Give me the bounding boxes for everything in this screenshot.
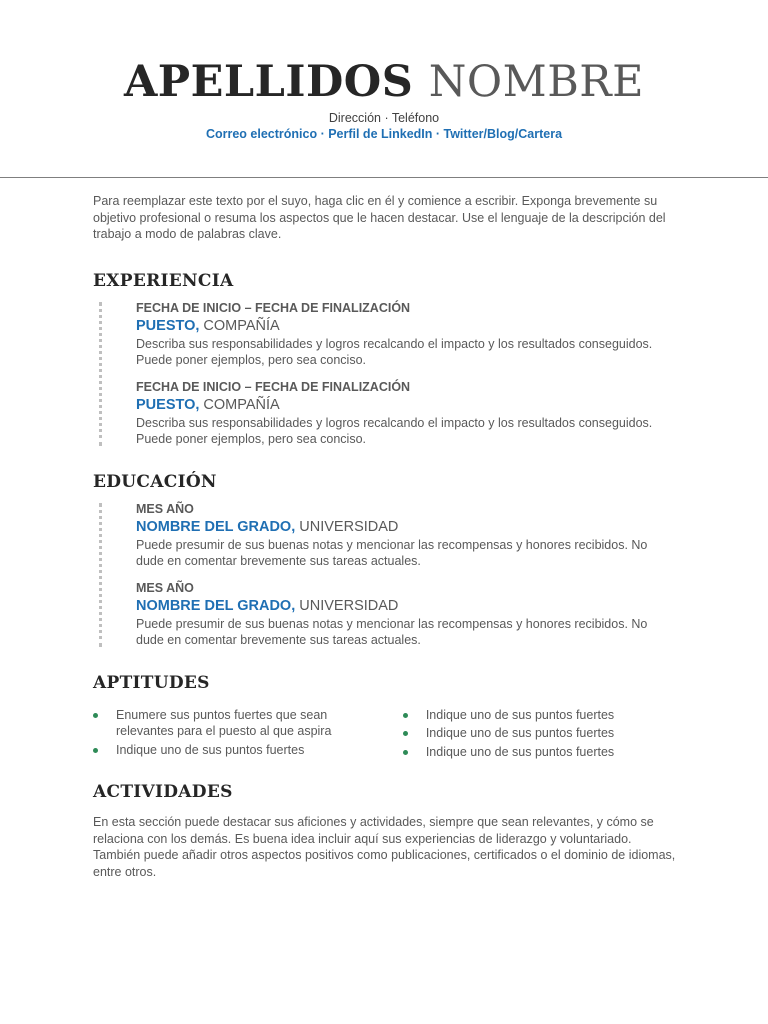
skill-item: Enumere sus puntos fuertes que sean relevantes para el puesto al que aspira: [93, 707, 388, 740]
objective-text: Para reemplazar este texto por el suyo, haga clic en él y comience a escribir. Exponga brevemente su objetivo profesional o resuma los aspectos que le hacen destacar. Use el lenguaje de la descripción del trabajo a modo de palabras clave.: [93, 194, 666, 241]
experience-entry: [136, 379, 678, 448]
school-name: UNIVERSIDAD: [299, 597, 399, 614]
job-title: PUESTO,: [136, 396, 200, 413]
skill-item: Indique uno de sus puntos fuertes: [403, 707, 678, 724]
contact-links: Correo electrónico · Perfil de LinkedIn · Twitter/Blog/Cartera: [205, 127, 563, 141]
activities-title: ACTIVIDADES: [93, 782, 233, 802]
activities-text: En esta sección puede destacar sus aficiones y actividades, siempre que sean relevantes, y cómo se relaciona con los demás. Es buena idea incluir aquí sus experiencias de liderazgo y voluntariado. También puede añadir otros aspectos positivos como publicaciones, certificados o el dominio de idiomas, entre otros.: [93, 815, 676, 879]
skill-item: Indique uno de sus puntos fuertes: [403, 744, 678, 761]
experience-title: EXPERIENCIA: [93, 270, 234, 291]
experience-list: [93, 300, 678, 448]
entry-dates: FECHA DE INICIO – FECHA DE FINALIZACIÓN: [136, 379, 411, 394]
entry-role: [136, 317, 678, 336]
entry-dates: MES AÑO: [136, 501, 194, 516]
skills-column-1: [93, 707, 388, 763]
education-list: [93, 501, 678, 649]
first-name: NOMBRE: [428, 57, 645, 107]
entry-description: Puede presumir de sus buenas notas y mencionar las recompensas y honores recibidos. No dude en comentar brevemente sus tareas actuales.: [136, 616, 648, 647]
resume-body: [93, 193, 678, 880]
skills-title: APTITUDES: [93, 672, 210, 693]
degree-name: NOMBRE DEL GRADO,: [136, 597, 296, 614]
school-name: UNIVERSIDAD: [299, 518, 399, 535]
experience-entry: [136, 300, 678, 369]
entry-description: Describa sus responsabilidades y logros recalcando el impacto y los resultados conseguidos. Puede poner ejemplos, pero sea conciso.: [136, 415, 653, 446]
skill-item: Indique uno de sus puntos fuertes: [93, 742, 388, 759]
entry-degree: [136, 597, 678, 616]
skills-list: [93, 707, 678, 763]
entry-dates: MES AÑO: [136, 580, 194, 595]
degree-name: NOMBRE DEL GRADO,: [136, 518, 296, 535]
entry-dates: FECHA DE INICIO – FECHA DE FINALIZACIÓN: [136, 300, 411, 315]
entry-description: Describa sus responsabilidades y logros recalcando el impacto y los resultados conseguidos. Puede poner ejemplos, pero sea conciso.: [136, 336, 653, 367]
candidate-name: [0, 56, 768, 108]
entry-degree: [136, 518, 678, 537]
education-title: EDUCACIÓN: [93, 471, 217, 492]
company-name: COMPAÑÍA: [203, 317, 280, 334]
job-title: PUESTO,: [136, 317, 200, 334]
resume-header: [0, 0, 768, 178]
entry-role: [136, 396, 678, 415]
education-entry: [136, 501, 678, 570]
education-entry: [136, 580, 678, 649]
entry-description: Puede presumir de sus buenas notas y mencionar las recompensas y honores recibidos. No dude en comentar brevemente sus tareas actuales.: [136, 537, 648, 568]
company-name: COMPAÑÍA: [203, 396, 280, 413]
skill-item: Indique uno de sus puntos fuertes: [403, 725, 678, 742]
address-phone: Dirección · Teléfono: [328, 111, 440, 125]
last-name: APELLIDOS: [123, 57, 414, 107]
skills-column-2: [403, 707, 678, 763]
